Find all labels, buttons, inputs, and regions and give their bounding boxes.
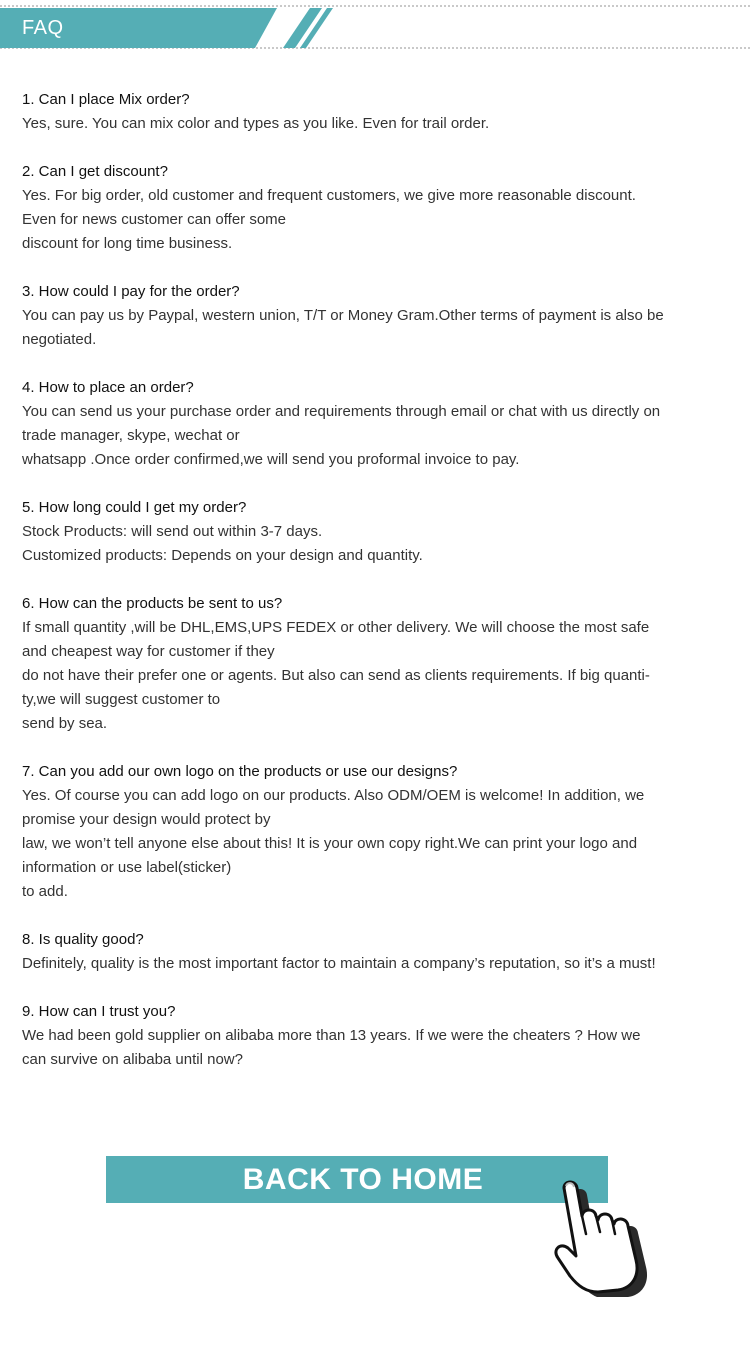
faq-item xyxy=(22,280,732,352)
faq-answer-line: whatsapp .Once order confirmed,we will send you proformal invoice to pay. xyxy=(22,451,520,468)
faq-header xyxy=(0,0,750,50)
back-to-home-button[interactable] xyxy=(106,1156,608,1203)
faq-answer-line: law, we won’t tell anyone else about this! It is your own copy right.We can print your logo and xyxy=(22,835,638,852)
faq-item xyxy=(22,592,732,736)
faq-item xyxy=(22,88,732,136)
faq-question: 8. Is quality good? xyxy=(22,931,144,948)
faq-answer-line: do not have their prefer one or agents. But also can send as clients requirements. If big quanti- xyxy=(22,667,650,684)
faq-answer-line: Stock Products: will send out within 3-7 days. xyxy=(22,523,323,540)
faq-item xyxy=(22,1000,732,1072)
faq-item xyxy=(22,376,732,472)
faq-question: 1. Can I place Mix order? xyxy=(22,91,190,108)
faq-answer-line: Yes, sure. You can mix color and types as you like. Even for trail order. xyxy=(22,115,490,132)
page-title: FAQ xyxy=(22,17,64,39)
pointing-hand-icon xyxy=(550,1172,660,1297)
faq-answer-line: Even for news customer can offer some xyxy=(22,211,287,228)
faq-answer-line: information or use label(sticker) xyxy=(22,859,232,876)
faq-question: 2. Can I get discount? xyxy=(22,163,168,180)
faq-answer-line: send by sea. xyxy=(22,715,108,732)
faq-answer-line: Yes. Of course you can add logo on our products. Also ODM/OEM is welcome! In addition, we xyxy=(22,787,645,804)
faq-question: 5. How long could I get my order? xyxy=(22,499,247,516)
faq-answer-line: promise your design would protect by xyxy=(22,811,271,828)
faq-item xyxy=(22,760,732,904)
faq-answer-line: Yes. For big order, old customer and frequent customers, we give more reasonable discount. xyxy=(22,187,636,204)
faq-answer-line: Customized products: Depends on your design and quantity. xyxy=(22,547,423,564)
faq-answer-line: negotiated. xyxy=(22,331,97,348)
faq-list xyxy=(22,88,732,1096)
faq-answer-line: trade manager, skype, wechat or xyxy=(22,427,240,444)
faq-question: 3. How could I pay for the order? xyxy=(22,283,240,300)
faq-question: 6. How can the products be sent to us? xyxy=(22,595,283,612)
faq-item xyxy=(22,928,732,976)
faq-answer-line: We had been gold supplier on alibaba more than 13 years. If we were the cheaters ? How we xyxy=(22,1027,641,1044)
header-dotted-line-top xyxy=(0,5,750,7)
faq-answer-line: You can pay us by Paypal, western union, T/T or Money Gram.Other terms of payment is also be xyxy=(22,307,664,324)
faq-item xyxy=(22,496,732,568)
faq-answer-line: You can send us your purchase order and requirements through email or chat with us directly on xyxy=(22,403,661,420)
faq-answer-line: discount for long time business. xyxy=(22,235,233,252)
faq-answer-line: and cheapest way for customer if they xyxy=(22,643,275,660)
back-to-home-label: BACK TO HOME xyxy=(242,1163,484,1196)
faq-answer-line: ty,we will suggest customer to xyxy=(22,691,221,708)
faq-question: 4. How to place an order? xyxy=(22,379,194,396)
header-banner-slant xyxy=(255,8,277,48)
faq-answer-line: Definitely, quality is the most important factor to maintain a company’s reputation, so it’s a must! xyxy=(22,955,656,972)
faq-question: 7. Can you add our own logo on the products or use our designs? xyxy=(22,763,458,780)
faq-item xyxy=(22,160,732,256)
faq-answer-line: If small quantity ,will be DHL,EMS,UPS FEDEX or other delivery. We will choose the most safe xyxy=(22,619,650,636)
faq-answer-line: can survive on alibaba until now? xyxy=(22,1051,243,1068)
faq-question: 9. How can I trust you? xyxy=(22,1003,176,1020)
faq-answer-line: to add. xyxy=(22,883,68,900)
